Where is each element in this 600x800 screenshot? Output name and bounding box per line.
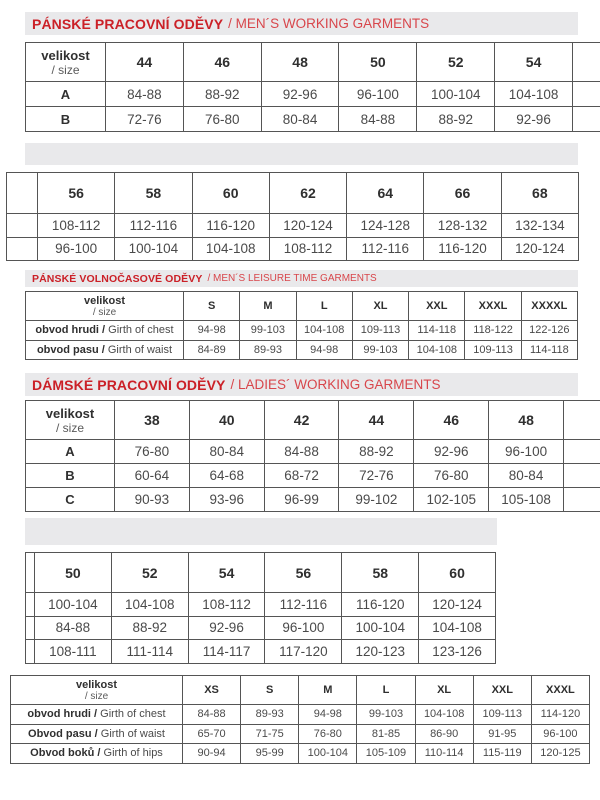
ladies-letter-size-table	[10, 675, 590, 764]
measurement-range-cell: 100-104	[417, 82, 495, 107]
measurement-range-cell: 114-117	[188, 640, 265, 664]
section-title-english: / MEN´S LEISURE TIME GARMENTS	[207, 273, 377, 284]
measurement-range-cell: 80-84	[489, 464, 564, 488]
size-column-header: XL	[415, 676, 473, 705]
size-column-header: 42	[264, 401, 339, 440]
measurement-range-cell: 100-104	[35, 593, 112, 617]
measurement-range-cell: 120-123	[342, 640, 419, 664]
measurement-range-cell: 118-122	[465, 321, 521, 341]
size-column-header: XXXL	[465, 292, 521, 321]
measurement-range-cell: 104-108	[192, 237, 269, 261]
table-row	[26, 440, 600, 464]
size-column-header: 54	[495, 43, 573, 82]
row-label-cell	[11, 705, 183, 725]
stub-cell	[26, 640, 35, 664]
measurement-range-cell: 81-85	[357, 724, 415, 744]
size-column-header: 66	[424, 173, 501, 214]
measurement-range-cell: 116-120	[424, 237, 501, 261]
measurement-range-cell: 68-72	[264, 464, 339, 488]
measurement-range-cell: 108-112	[188, 593, 265, 617]
measurement-range-cell: 88-92	[417, 107, 495, 132]
measurement-range-cell: 105-109	[357, 744, 415, 764]
size-column-header: M	[299, 676, 357, 705]
measurement-range-cell: 120-124	[419, 593, 496, 617]
measurement-range-cell: 89-93	[241, 705, 299, 725]
size-column-header: L	[296, 292, 352, 321]
measurement-range-cell: 89-93	[240, 340, 296, 360]
size-column-header: 56	[265, 553, 342, 593]
row-label-czech: obvod hrudi /	[27, 708, 98, 721]
measurement-range-cell: 104-108	[495, 82, 573, 107]
measurement-range-cell: 120-124	[501, 237, 578, 261]
size-column-header: 58	[115, 173, 192, 214]
row-label-cell	[26, 321, 184, 341]
section-title-english: / MEN´S WORKING GARMENTS	[228, 16, 430, 31]
measurement-range-cell: 112-116	[115, 214, 192, 238]
measurement-range-cell: 109-113	[465, 340, 521, 360]
ladies-working-size-table-2	[25, 552, 496, 664]
measurement-range-cell: 80-84	[189, 440, 264, 464]
table-row	[26, 640, 496, 664]
section-title-czech: PÁNSKÉ VOLNOČASOVÉ ODĚVY	[32, 272, 203, 285]
size-column-header: 52	[111, 553, 188, 593]
measurement-range-cell: 104-108	[419, 616, 496, 640]
measurement-range-cell: 112-116	[265, 593, 342, 617]
size-column-header: L	[357, 676, 415, 705]
table-row	[7, 214, 579, 238]
table-row	[11, 705, 590, 725]
size-label-corner-cell	[26, 43, 106, 82]
measurement-range-cell: 104-108	[409, 340, 465, 360]
size-label-corner-cell	[11, 676, 183, 705]
size-label-corner-cell	[26, 401, 115, 440]
section-title-ladies-working	[25, 373, 578, 396]
section-title-mens-leisure	[25, 270, 578, 287]
measurement-range-cell: 105-108	[489, 488, 564, 512]
table-row	[26, 488, 600, 512]
table-row	[11, 744, 590, 764]
size-column-header: 60	[419, 553, 496, 593]
size-column-header: M	[240, 292, 296, 321]
corner-line-czech: velikost	[84, 294, 125, 307]
row-label-english: Girth of waist	[97, 727, 165, 740]
measurement-range-cell: 71-75	[241, 724, 299, 744]
size-column-header: 56	[38, 173, 115, 214]
measurement-range-cell: 99-102	[339, 488, 414, 512]
size-column-header: 60	[192, 173, 269, 214]
measurement-range-cell: 88-92	[111, 616, 188, 640]
measurement-range-cell: 124-128	[347, 214, 424, 238]
size-column-header: 48	[261, 43, 339, 82]
separator-band	[25, 518, 497, 545]
size-column-header: 58	[342, 553, 419, 593]
size-column-header: XL	[352, 292, 408, 321]
row-label-cell: A	[26, 82, 106, 107]
measurement-range-cell: 111-114	[111, 640, 188, 664]
measurement-range-cell: 96-100	[38, 237, 115, 261]
measurement-range-cell: 96-100	[339, 82, 417, 107]
table-row	[26, 616, 496, 640]
measurement-range-cell: 84-89	[184, 340, 240, 360]
table-row	[7, 237, 579, 261]
corner-line-english: / size	[55, 420, 84, 435]
measurement-range-cell: 104-108	[111, 593, 188, 617]
separator-band	[25, 143, 578, 165]
measurement-range-cell: 108-112	[38, 214, 115, 238]
measurement-range-cell: 94-98	[299, 705, 357, 725]
table-row	[26, 82, 600, 107]
size-column-header: XXL	[409, 292, 465, 321]
measurement-range-cell: 100-104	[342, 616, 419, 640]
stub-cell	[26, 593, 35, 617]
row-label-cell	[11, 744, 183, 764]
row-label-czech: Obvod boků /	[30, 747, 101, 760]
measurement-range-cell: 72-76	[106, 107, 184, 132]
measurement-range-cell: 96-100	[265, 616, 342, 640]
measurement-range-cell: 65-70	[183, 724, 241, 744]
corner-line-czech: velikost	[41, 47, 90, 63]
measurement-range-cell: 88-92	[183, 82, 261, 107]
cut-off-cell	[573, 43, 600, 82]
measurement-range-cell: 60-64	[115, 464, 190, 488]
stub-cell	[7, 237, 38, 261]
section-title-mens-working	[25, 12, 578, 35]
measurement-range-cell: 84-88	[339, 107, 417, 132]
measurement-range-cell: 100-104	[299, 744, 357, 764]
table-row	[26, 107, 600, 132]
measurement-range-cell: 116-120	[342, 593, 419, 617]
corner-line-czech: velikost	[76, 678, 117, 691]
measurement-range-cell: 108-111	[35, 640, 112, 664]
row-label-czech: obvod pasu /	[36, 343, 105, 356]
measurement-range-cell: 91-95	[473, 724, 531, 744]
measurement-range-cell: 84-88	[106, 82, 184, 107]
size-column-header: 62	[269, 173, 346, 214]
measurement-range-cell: 114-118	[409, 321, 465, 341]
measurement-range-cell: 94-98	[296, 340, 352, 360]
stub-cell	[7, 214, 38, 238]
measurement-range-cell: 92-96	[495, 107, 573, 132]
size-column-header: 44	[339, 401, 414, 440]
cut-off-cell	[573, 107, 600, 132]
measurement-range-cell: 96-100	[531, 724, 589, 744]
section-title-czech: PÁNSKÉ PRACOVNÍ ODĚVY	[32, 15, 224, 32]
size-label-corner-cell	[26, 292, 184, 321]
row-label-czech: Obvod pasu /	[28, 727, 98, 740]
measurement-range-cell: 93-96	[189, 488, 264, 512]
measurement-range-cell: 94-98	[184, 321, 240, 341]
row-label-cell	[11, 724, 183, 744]
size-column-header: XXXL	[531, 676, 589, 705]
measurement-range-cell: 96-99	[264, 488, 339, 512]
table-row	[26, 464, 600, 488]
measurement-range-cell: 99-103	[357, 705, 415, 725]
row-label-cell: A	[26, 440, 115, 464]
table-row	[26, 340, 578, 360]
size-column-header: 46	[414, 401, 489, 440]
row-label-english: Girth of chest	[97, 708, 166, 721]
table-row	[26, 593, 496, 617]
measurement-range-cell: 90-93	[115, 488, 190, 512]
measurement-range-cell: 109-113	[352, 321, 408, 341]
corner-line-english: / size	[84, 690, 109, 702]
measurement-range-cell: 72-76	[339, 464, 414, 488]
table-row	[26, 321, 578, 341]
measurement-range-cell: 128-132	[424, 214, 501, 238]
row-label-czech: obvod hrudi /	[35, 324, 106, 337]
corner-line-czech: velikost	[45, 405, 95, 421]
row-label-english: Girth of chest	[105, 324, 174, 337]
size-column-header: S	[241, 676, 299, 705]
measurement-range-cell: 99-103	[352, 340, 408, 360]
size-column-header: XXXXL	[521, 292, 577, 321]
table-row	[11, 724, 590, 744]
measurement-range-cell: 92-96	[261, 82, 339, 107]
row-label-cell: B	[26, 107, 106, 132]
measurement-range-cell: 95-99	[241, 744, 299, 764]
measurement-range-cell: 84-88	[183, 705, 241, 725]
cut-off-cell	[564, 488, 600, 512]
section-title-english: / LADIES´ WORKING GARMENTS	[230, 377, 441, 392]
stub-cell	[26, 616, 35, 640]
measurement-range-cell: 120-125	[531, 744, 589, 764]
cut-off-cell	[564, 440, 600, 464]
stub-cell	[7, 173, 38, 214]
measurement-range-cell: 80-84	[261, 107, 339, 132]
measurement-range-cell: 120-124	[269, 214, 346, 238]
size-column-header: 50	[35, 553, 112, 593]
size-column-header: 50	[339, 43, 417, 82]
corner-line-english: / size	[51, 62, 80, 77]
row-label-cell	[26, 340, 184, 360]
measurement-range-cell: 76-80	[414, 464, 489, 488]
row-label-english: Girth of waist	[104, 343, 173, 356]
measurement-range-cell: 92-96	[414, 440, 489, 464]
measurement-range-cell: 96-100	[489, 440, 564, 464]
mens-working-size-table-1	[25, 42, 600, 132]
size-column-header: 46	[183, 43, 261, 82]
measurement-range-cell: 114-118	[521, 340, 577, 360]
cut-off-cell	[564, 401, 600, 440]
row-label-cell: C	[26, 488, 115, 512]
measurement-range-cell: 104-108	[415, 705, 473, 725]
corner-line-english: / size	[92, 306, 117, 318]
measurement-range-cell: 64-68	[189, 464, 264, 488]
measurement-range-cell: 76-80	[115, 440, 190, 464]
measurement-range-cell: 123-126	[419, 640, 496, 664]
section-title-czech: DÁMSKÉ PRACOVNÍ ODĚVY	[32, 376, 226, 393]
measurement-range-cell: 102-105	[414, 488, 489, 512]
row-label-english: Girth of hips	[100, 747, 163, 760]
cut-off-cell	[564, 464, 600, 488]
mens-working-size-table-2	[6, 172, 579, 261]
size-column-header: 64	[347, 173, 424, 214]
size-column-header: 68	[501, 173, 578, 214]
measurement-range-cell: 88-92	[339, 440, 414, 464]
row-label-cell: B	[26, 464, 115, 488]
measurement-range-cell: 132-134	[501, 214, 578, 238]
size-column-header: 52	[417, 43, 495, 82]
measurement-range-cell: 99-103	[240, 321, 296, 341]
size-column-header: 48	[489, 401, 564, 440]
size-column-header: 54	[188, 553, 265, 593]
mens-leisure-size-table	[25, 291, 578, 360]
measurement-range-cell: 104-108	[296, 321, 352, 341]
measurement-range-cell: 116-120	[192, 214, 269, 238]
cut-off-cell	[573, 82, 600, 107]
size-column-header: XXL	[473, 676, 531, 705]
size-column-header: 44	[106, 43, 184, 82]
size-column-header: XS	[183, 676, 241, 705]
measurement-range-cell: 114-120	[531, 705, 589, 725]
measurement-range-cell: 108-112	[269, 237, 346, 261]
measurement-range-cell: 117-120	[265, 640, 342, 664]
measurement-range-cell: 122-126	[521, 321, 577, 341]
ladies-working-size-table-1	[25, 400, 600, 512]
size-column-header: 40	[189, 401, 264, 440]
measurement-range-cell: 76-80	[299, 724, 357, 744]
measurement-range-cell: 92-96	[188, 616, 265, 640]
size-column-header: S	[184, 292, 240, 321]
measurement-range-cell: 112-116	[347, 237, 424, 261]
measurement-range-cell: 115-119	[473, 744, 531, 764]
measurement-range-cell: 76-80	[183, 107, 261, 132]
measurement-range-cell: 110-114	[415, 744, 473, 764]
measurement-range-cell: 84-88	[264, 440, 339, 464]
measurement-range-cell: 84-88	[35, 616, 112, 640]
measurement-range-cell: 86-90	[415, 724, 473, 744]
stub-cell	[26, 553, 35, 593]
measurement-range-cell: 109-113	[473, 705, 531, 725]
measurement-range-cell: 90-94	[183, 744, 241, 764]
measurement-range-cell: 100-104	[115, 237, 192, 261]
size-column-header: 38	[115, 401, 190, 440]
